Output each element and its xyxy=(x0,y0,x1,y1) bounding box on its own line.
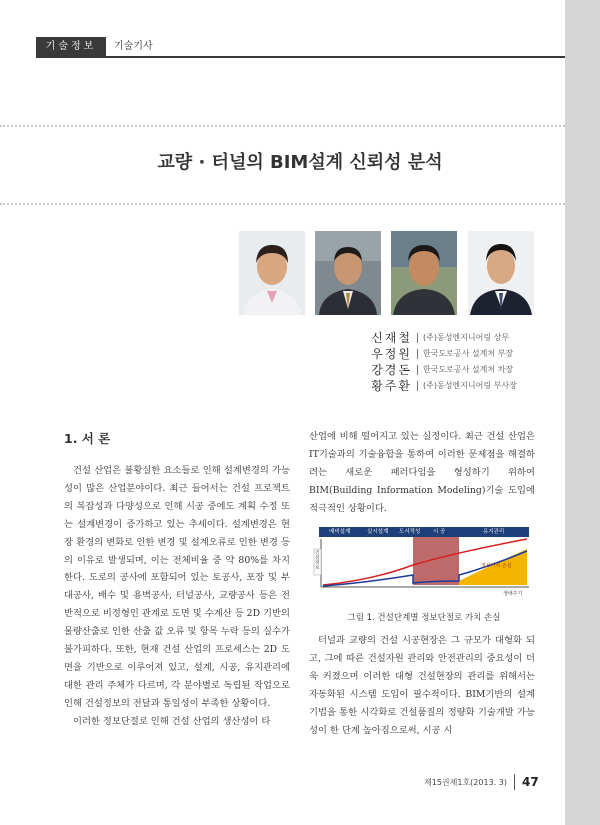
author-photo-2 xyxy=(315,231,381,315)
section-heading: 1. 서 론 xyxy=(64,431,111,446)
author-photo-4 xyxy=(468,231,534,315)
phase-label: 시 공 xyxy=(433,529,446,535)
body-paragraph: 건설 산업은 불황실한 요소들로 인해 설계변경의 가능성이 많은 산업분야이다. 최근 들어서는 건설 프로젝트의 복잡성과 다양성으로 인해 시공 중에도 계획 수정 또는 설계변경이 증가하고 있는 추세이다. 설계변경은 현장 환경의 변화로 인한 변경 및 설계오류로 인한 변경 등의 이유로 발생되며, 이는 전체비율 중 약 80%를 차지한다. 도로의 공사에 포함되어 있는 토공사, 포장 및 부대공사, 배수 및 용벽공사, 터널공사, 교량공사 등은 전반적으로 비정형인 관계로 도면 및 수계산 등 2D 기반의 물량산출로 인한 산출 값 오류 및 항목 누락 등의 실수가 불가피하다. 또한, 현재 건설 산업의 프로세스는 2D 도면을 기반으로 이루어져 있고, 설계, 시공, 유지관리에 대한 관리 주체가 다르며, 각 분야별로 독립된 작업으로 인해 건설정보의 전달과 통일성이 부족한 상황이다. xyxy=(64,465,290,709)
author-name: 신재철 xyxy=(371,331,412,345)
right-column-top xyxy=(309,428,535,518)
body-paragraph: 터널과 교량의 건설 시공현장은 그 규모가 대형화 되고, 그에 따른 건설자원 관리와 안전관리의 중요성이 더욱 커졌으며 이러한 대형 건설현장의 관리를 위해서는 자동화된 시스템 도입이 필수적이다. BIM기반의 설계기법을 통한 시각화로 건설품질의 정량화 기술개발 가능성이 한 단계 높아짐으로써, 시공 시 xyxy=(309,635,535,736)
phase-label: 유지관리 xyxy=(483,529,505,535)
author-affiliation: (주)동성엔지니어링 부사장 xyxy=(423,381,517,390)
right-column-bottom xyxy=(309,632,535,739)
author-divider xyxy=(417,349,418,359)
author-name: 황주환 xyxy=(371,379,412,393)
author-divider xyxy=(417,365,418,375)
author-affiliation: (주)동성엔지니어링 상무 xyxy=(423,333,510,342)
figure-lifecycle-diagram xyxy=(313,525,535,605)
author-row xyxy=(355,346,565,362)
page-edge-strip xyxy=(565,0,600,825)
body-paragraph: 이러한 정보단절로 인해 건설 산업의 생산성이 타 xyxy=(73,715,271,727)
page-footer xyxy=(424,774,539,790)
issue-label: 제15권제1호(2013. 3) xyxy=(424,777,507,787)
phase-label: 실시설계 xyxy=(367,529,389,535)
section-header xyxy=(0,37,565,57)
figure-caption: 그림 1. 건설단계별 정보단절로 가치 손실 xyxy=(347,613,501,623)
y-axis-label: 건설정보 xyxy=(315,551,320,571)
section-sub-label: 기술기사 xyxy=(114,41,153,52)
footer-divider xyxy=(514,774,515,790)
author-list xyxy=(355,330,565,394)
author-name: 강경돈 xyxy=(371,363,412,377)
author-affiliation: 한국도로공사 설계처 부장 xyxy=(423,349,514,358)
article-title: 교량 · 터널의 BIM설계 신뢰성 분석 xyxy=(157,152,443,173)
phase-label: 예비설계 xyxy=(329,529,351,535)
title-divider-top xyxy=(0,125,565,127)
author-divider xyxy=(417,381,418,391)
phase-label: 도서작성 xyxy=(399,529,421,535)
left-column xyxy=(64,462,290,731)
section-label: 기술정보 xyxy=(36,37,106,57)
author-name: 우정원 xyxy=(371,347,412,361)
author-row xyxy=(355,362,565,378)
loss-label: 정보가치 손실 xyxy=(481,563,512,569)
author-row xyxy=(355,330,565,346)
author-divider xyxy=(417,333,418,343)
header-rule xyxy=(36,56,565,58)
author-photo-3 xyxy=(391,231,457,315)
author-affiliation: 한국도로공사 설계처 차장 xyxy=(423,365,514,374)
body-paragraph: 산업에 비해 떨어지고 있는 실정이다. 최근 건설 산업은 IT기술과의 기술융합을 통하여 이러한 문제점을 해결하려는 새로운 패러다임을 형성하기 위하여 BIM(Building Information Modeling)기술 도입에 적극적인 상황이다. xyxy=(309,431,535,514)
author-row xyxy=(355,378,565,394)
title-divider-bottom xyxy=(0,203,565,205)
author-photo-1 xyxy=(239,231,305,315)
phase-labels xyxy=(313,527,535,537)
page-number: 47 xyxy=(521,775,539,789)
x-axis-label: 생애주기 xyxy=(503,591,523,597)
